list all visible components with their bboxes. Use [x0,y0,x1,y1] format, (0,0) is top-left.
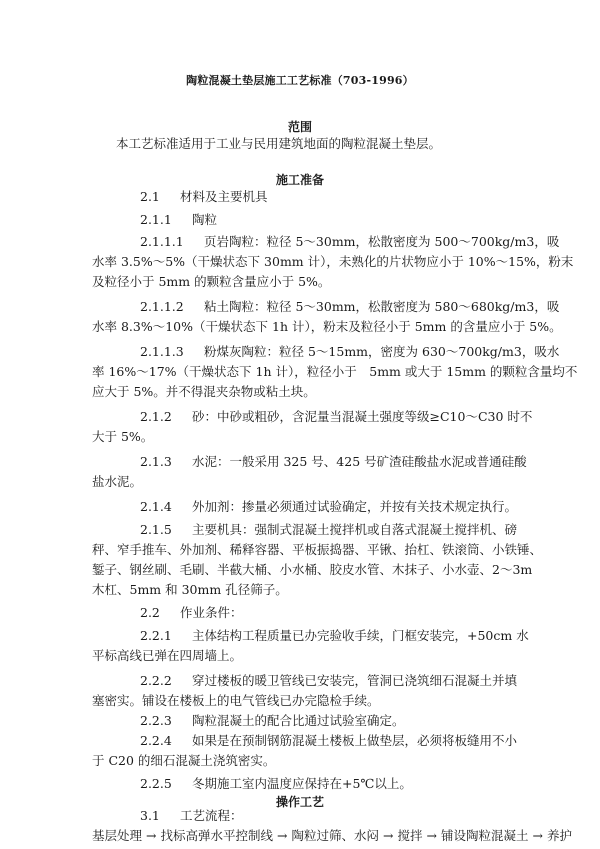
clause-line: 主体结构工程质量已办完验收手续，门框安装完，+50cm 水 [192,628,529,643]
clause-line: 秤、窄手推车、外加剂、稀释容器、平板振捣器、平锹、抬杠、铁滚筒、小铁锤、 [92,542,543,557]
clause-line: 木杠、5mm 和 30mm 孔径筛子。 [92,582,288,597]
clause-line: 页岩陶粒：粒径 5～30mm，松散密度为 500～700kg/m3，吸 [204,234,560,249]
clause-number: 2.2.1 [140,628,172,643]
clause-line: 塞密实。铺设在楼板上的电气管线已办完隐检手续。 [92,693,380,708]
clause-2-1-4 [140,497,517,517]
scope-text: 本工艺标准适用于工业与民用建筑地面的陶粒混凝土垫层。 [116,136,442,151]
clause-number: 2.1.5 [140,522,172,537]
clause-2-1-2 [140,407,532,427]
clause-line: 如果是在预制钢筋混凝土楼板上做垫层，必须将板缝用不小 [192,733,518,748]
clause-number: 3.1 [140,808,160,823]
clause-2-2 [140,603,243,623]
clause-number: 2.1 [140,189,160,204]
clause-number: 2.2.5 [140,776,172,791]
clause-2-1-3 [140,452,527,472]
clause-line: 粘土陶粒：粒径 5～30mm，松散密度为 580～680kg/m3，吸 [204,299,560,314]
section-heading-preparation: 施工准备 [275,173,324,187]
clause-number: 2.2 [140,605,160,620]
clause-2-2-1 [140,626,529,646]
arrow-right-icon: → [532,828,543,843]
clause-line: 及粒径小于 5mm 的颗粒含量应小于 5%。 [92,274,331,289]
clause-text: 陶粒混凝土的配合比通过试验室确定。 [192,713,405,728]
clause-line: 主要机具：强制式混凝土搅拌机或自落式混凝土搅拌机、磅 [192,522,518,537]
clause-number: 2.2.3 [140,713,172,728]
clause-text: 作业条件： [180,605,243,620]
clause-text: 工艺流程： [180,808,243,823]
arrow-right-icon: → [383,828,394,843]
clause-2-1-1-3 [140,342,559,362]
clause-2-2-2 [140,671,517,691]
clause-line: 水率 8.3%～10%（干燥状态下 1h 计），粉末及粒径小于 5mm 的含量应小于 5%。 [92,319,562,334]
clause-number: 2.1.1.3 [140,344,184,359]
clause-number: 2.1.1.1 [140,234,184,249]
flow-step: 陶粒过筛、水闷 [291,828,380,843]
clause-2-1-1 [140,210,217,230]
clause-number: 2.2.4 [140,733,172,748]
section-heading-process: 操作工艺 [275,795,324,809]
clause-2-1-5 [140,520,517,540]
clause-line: 盐水泥。 [92,474,143,489]
clause-number: 2.1.2 [140,409,172,424]
clause-text: 冬期施工室内温度应保持在+5℃以上。 [192,776,412,791]
arrow-right-icon: → [146,828,157,843]
clause-number: 2.1.1.2 [140,299,184,314]
clause-line: 水泥：一般采用 325 号、425 号矿渣硅酸盐水泥或普通硅酸 [192,454,527,469]
arrow-right-icon: → [426,828,437,843]
clause-line: 大于 5%。 [92,429,154,444]
clause-2-2-5 [140,774,412,794]
clause-number: 2.1.3 [140,454,172,469]
section-heading-scope: 范围 [287,120,312,134]
document-title: 陶粒混凝土垫层施工工艺标准（703-1996） [186,74,414,87]
flow-step: 铺设陶粒混凝土 [441,828,529,843]
clause-line: 应大于 5%。并不得混夹杂物或粘土块。 [92,384,316,399]
clause-text: 陶粒 [192,212,218,227]
flow-step: 基层处理 [92,828,143,843]
clause-text: 外加剂：掺量必须通过试验确定，并按有关技术规定执行。 [192,499,518,514]
clause-3-1 [140,806,243,826]
clause-2-1-1-1 [140,232,559,252]
clause-line: 于 C20 的细石混凝土浇筑密实。 [92,753,276,768]
flow-step: 养护 [547,828,573,843]
clause-line: 砂：中砂或粗砂，含泥量当混凝土强度等级≥C10～C30 时不 [192,409,533,424]
clause-line: 平标高线已弹在四周墙上。 [92,648,243,663]
clause-line: 粉煤灰陶粒：粒径 5～15mm，密度为 630～700kg/m3，吸水 [204,344,560,359]
process-flow [92,826,572,846]
clause-2-1 [140,187,268,207]
clause-2-2-3 [140,711,405,731]
clause-number: 2.2.2 [140,673,172,688]
clause-2-2-4 [140,731,517,751]
clause-line: 錾子、钢丝刷、毛刷、半截大桶、小水桶、胶皮水管、木抹子、小水壶、2～3m [92,562,533,577]
flow-step: 找标高弹水平控制线 [160,828,274,843]
clause-text: 材料及主要机具 [180,189,268,204]
arrow-right-icon: → [277,828,288,843]
clause-line: 水率 3.5%～5%（干燥状态下 30mm 计），未熟化的片状物应小于 10%～15%，粉末 [92,254,574,269]
clause-number: 2.1.1 [140,212,172,227]
clause-line: 率 16%～17%（干燥状态下 1h 计），粒径小于 5mm 或大于 15mm 的颗粒含量均不 [92,364,578,379]
clause-number: 2.1.4 [140,499,172,514]
clause-line: 穿过楼板的暖卫管线已安装完，管洞已浇筑细石混凝土并填 [192,673,518,688]
clause-2-1-1-2 [140,297,559,317]
flow-step: 搅拌 [397,828,423,843]
